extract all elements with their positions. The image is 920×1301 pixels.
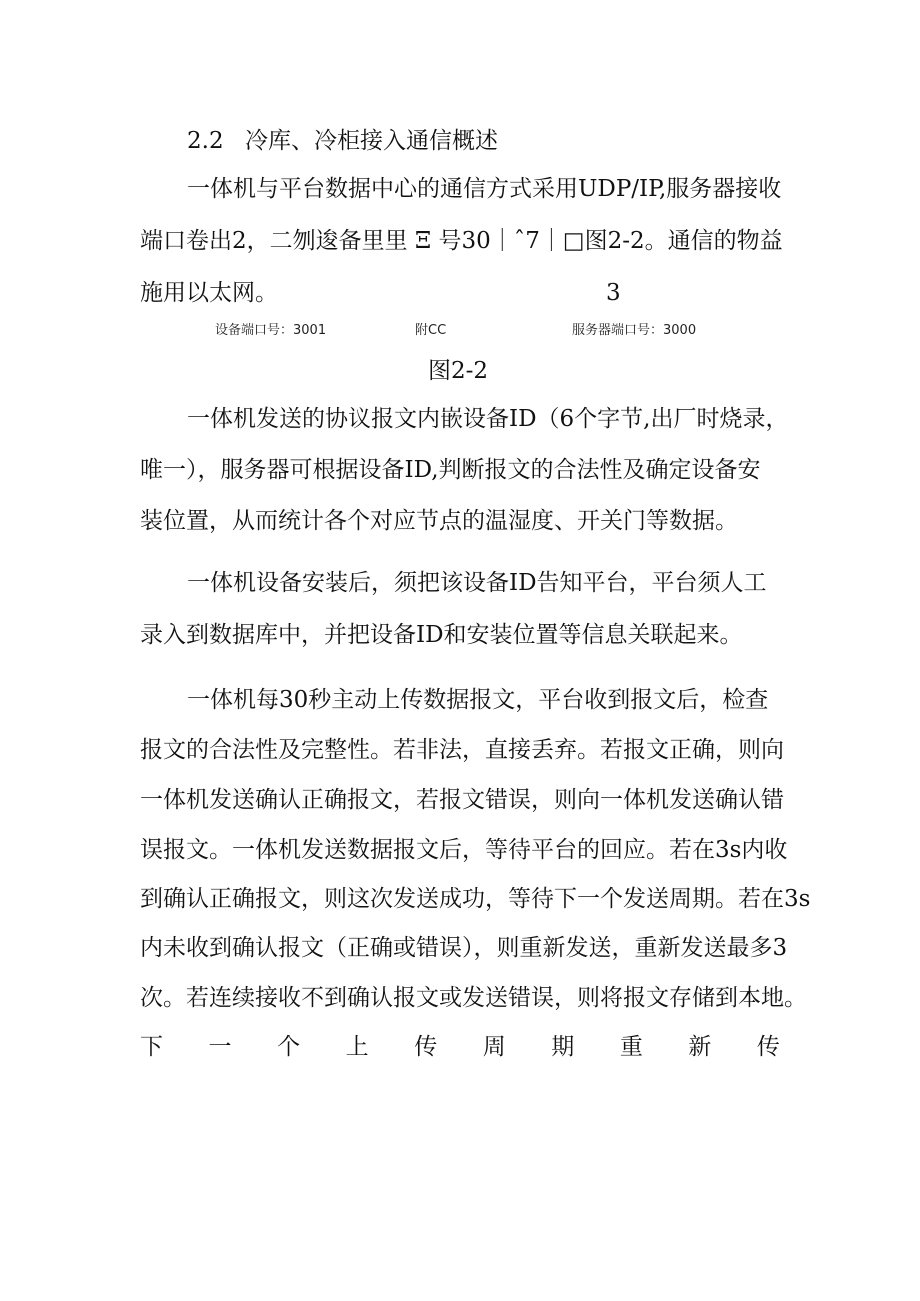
paragraph-line: 一体机发送确认正确报文，若报文错误，则向一体机发送确认错 <box>140 787 784 813</box>
last-line-char: 新 <box>688 1034 712 1060</box>
paragraph-line: 误报文。一体机发送数据报文后，等待平台的回应。若在3s内收 <box>140 837 788 863</box>
last-line-char: 重 <box>619 1034 643 1060</box>
paragraph-line: 施用以太网。 <box>140 280 278 306</box>
paragraph-line: 一体机与平台数据中心的通信方式采用UDP/IP,服务器接收 <box>187 176 782 202</box>
section-number: 2.2 <box>187 128 224 154</box>
last-line-char: 上 <box>345 1034 369 1060</box>
section-title: 冷库、冷柜接入通信概述 <box>245 128 498 154</box>
paragraph-line: 唯一），服务器可根据设备ID,判断报文的合法性及确定设备安 <box>140 457 761 483</box>
last-line-char: 传 <box>756 1034 780 1060</box>
justified-last-line <box>140 1032 780 1062</box>
paragraph-line: 端口卷出2，二刎逡备里里 Ξ 号30｜ˆ7｜□图2-2。通信的物益 <box>140 228 783 254</box>
paragraph-line: 报文的合法性及完整性。若非法，直接丢弃。若报文正确，则向 <box>140 737 784 763</box>
stray-number: 3 <box>606 280 621 306</box>
paragraph-line: 装位置，从而统计各个对应节点的温湿度、开关门等数据。 <box>140 508 738 534</box>
paragraph-line: 到确认正确报文，则这次发送成功，等待下一个发送周期。若在3s <box>140 886 811 912</box>
device-port-label: 设备端口号：3001 <box>215 323 327 338</box>
figure-caption: 图2-2 <box>428 358 489 384</box>
paragraph-line: 一体机设备安装后，须把该设备ID告知平台，平台须人工 <box>187 570 767 596</box>
paragraph-line: 录入到数据库中，并把设备ID和安装位置等信息关联起来。 <box>140 622 743 648</box>
paragraph-line: 一体机每30秒主动上传数据报文，平台收到报文后，检查 <box>187 687 769 713</box>
server-port-label: 服务器端口号：3000 <box>572 323 697 338</box>
figure-middle-label: 附CC <box>415 323 447 338</box>
last-line-char: 期 <box>551 1034 575 1060</box>
last-line-char: 传 <box>414 1034 438 1060</box>
last-line-char: 下 <box>140 1034 163 1060</box>
paragraph-line: 一体机发送的协议报文内嵌设备ID（6个字节,出厂时烧录， <box>187 406 789 432</box>
last-line-char: 个 <box>277 1034 301 1060</box>
last-line-char: 周 <box>482 1034 506 1060</box>
last-line-char: 一 <box>208 1034 232 1060</box>
paragraph-line: 次。若连续接收不到确认报文或发送错误，则将报文存储到本地。 <box>140 985 807 1011</box>
paragraph-line: 内未收到确认报文（正确或错误），则重新发送，重新发送最多3 <box>140 935 788 961</box>
